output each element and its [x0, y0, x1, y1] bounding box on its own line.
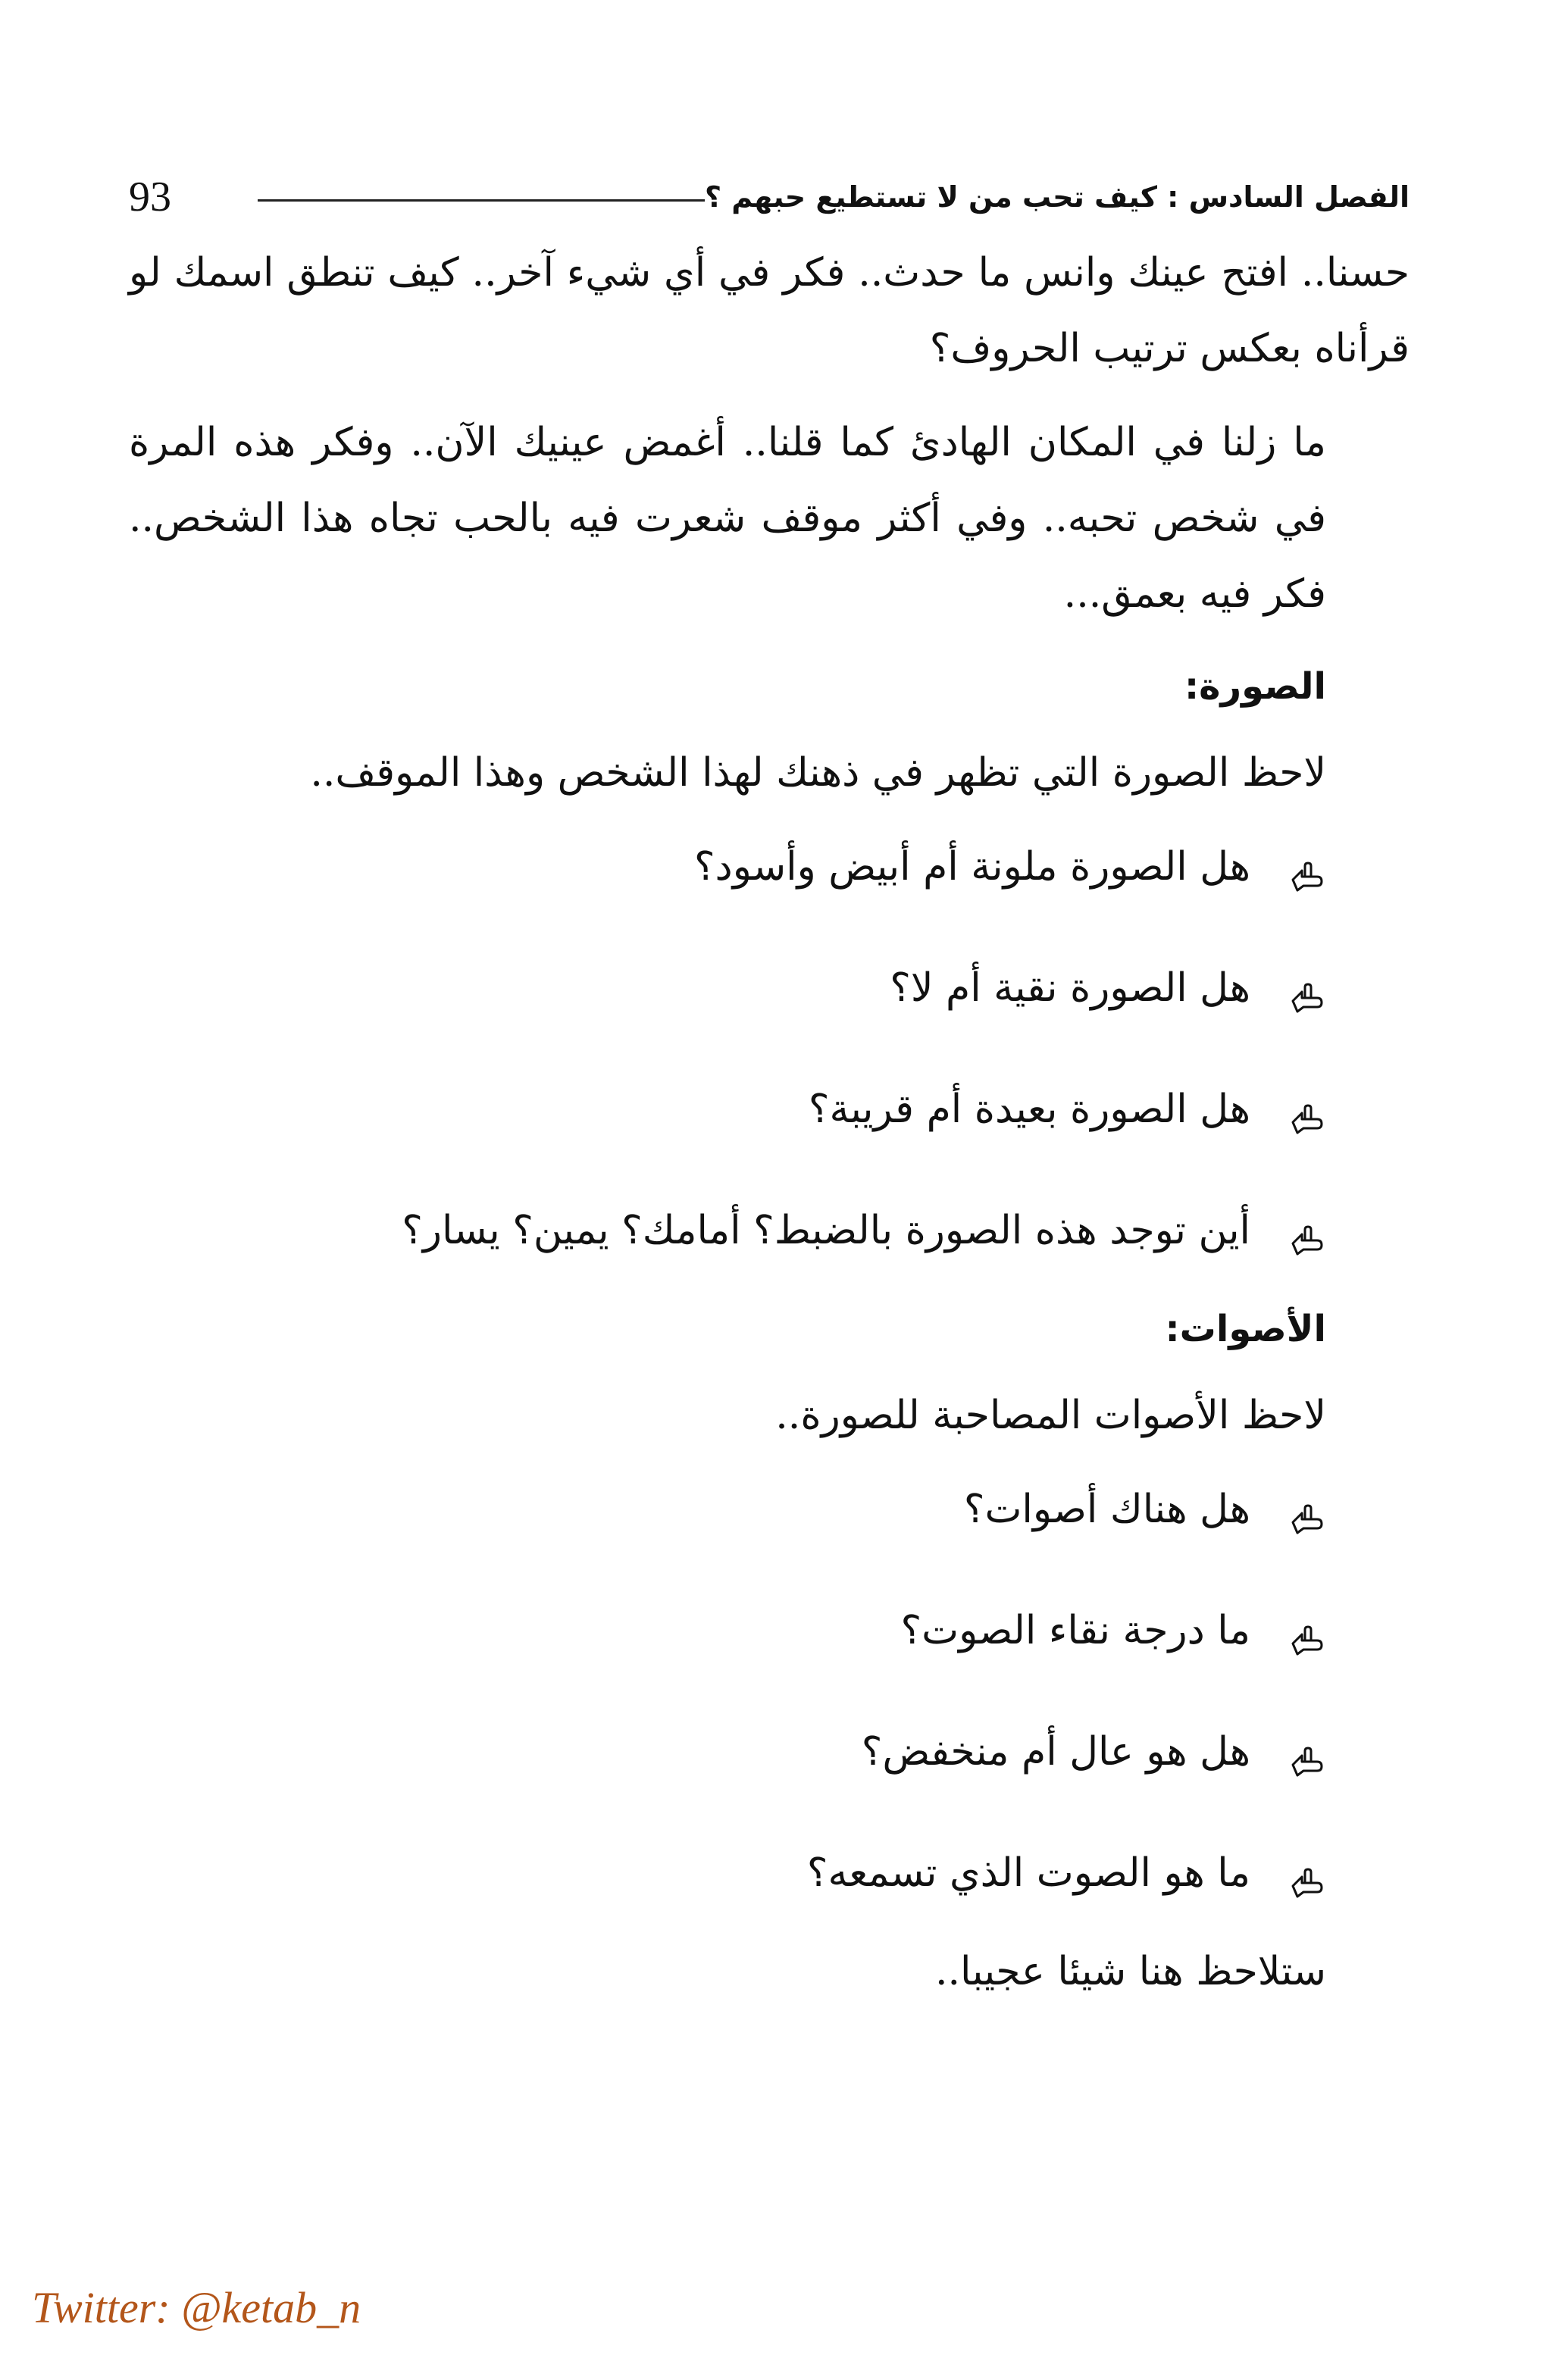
pointing-hand-icon [1287, 1090, 1326, 1129]
watermark: Twitter: @ketab_n [32, 2283, 361, 2332]
list-item [129, 952, 1410, 1024]
header-rule [258, 199, 705, 202]
closing-line: ستلاحظ هنا شيئا عجيبا.. [934, 1949, 1326, 1994]
paragraph-1: حسنا.. افتح عينك وانس ما حدث.. فكر في أي شيء آخر.. كيف تنطق اسمك لو قرأناه بعكس ترتيب الحروف؟ [129, 250, 1410, 371]
running-header [129, 170, 1410, 224]
section-lead-image: لاحظ الصورة التي تظهر في ذهنك لهذا الشخص وهذا الموقف.. [310, 750, 1326, 796]
sound-questions-list [129, 1473, 1410, 1909]
list-item [129, 1473, 1410, 1546]
pointing-hand-icon [1287, 1732, 1326, 1772]
list-item [129, 1837, 1410, 1909]
question-text: أين توجد هذه الصورة بالضبط؟ أمامك؟ يمين؟ يسار؟ [402, 1208, 1250, 1253]
question-text: هل الصورة بعيدة أم قريبة؟ [808, 1087, 1250, 1132]
pointing-hand-icon [1287, 1211, 1326, 1250]
question-text: هل الصورة ملونة أم أبيض وأسود؟ [693, 844, 1250, 890]
question-text: هل هو عال أم منخفض؟ [861, 1729, 1250, 1775]
question-text: ما هو الصوت الذي تسمعه؟ [806, 1850, 1250, 1896]
list-item [129, 1594, 1410, 1667]
page-body [129, 235, 1410, 2008]
pointing-hand-icon [1287, 968, 1326, 1008]
section-heading-sounds: الأصوات: [1165, 1308, 1326, 1350]
section-lead-sounds: لاحظ الأصوات المصاحبة للصورة.. [775, 1393, 1326, 1438]
pointing-hand-icon [1287, 1490, 1326, 1529]
list-item [129, 1073, 1410, 1146]
section-heading-image: الصورة: [1184, 665, 1326, 708]
chapter-title: الفصل السادس : كيف تحب من لا تستطيع حبهم ؟ [705, 180, 1410, 214]
image-questions-list [129, 830, 1410, 1267]
pointing-hand-icon [1287, 1853, 1326, 1893]
pointing-hand-icon [1287, 847, 1326, 887]
list-item [129, 830, 1410, 903]
paragraph-2: ما زلنا في المكان الهادئ كما قلنا.. أغمض عينيك الآن.. وفكر هذه المرة في شخص تحبه.. وفي أكثر موقف شعرت فيه بالحب تجاه هذا الشخص.. فكر فيه بعمق... [129, 420, 1326, 617]
list-item [129, 1715, 1410, 1788]
question-text: هل هناك أصوات؟ [963, 1487, 1250, 1532]
question-text: ما درجة نقاء الصوت؟ [900, 1608, 1250, 1653]
pointing-hand-icon [1287, 1611, 1326, 1650]
question-text: هل الصورة نقية أم لا؟ [890, 965, 1250, 1011]
page-number: 93 [129, 174, 171, 220]
list-item [129, 1194, 1410, 1267]
